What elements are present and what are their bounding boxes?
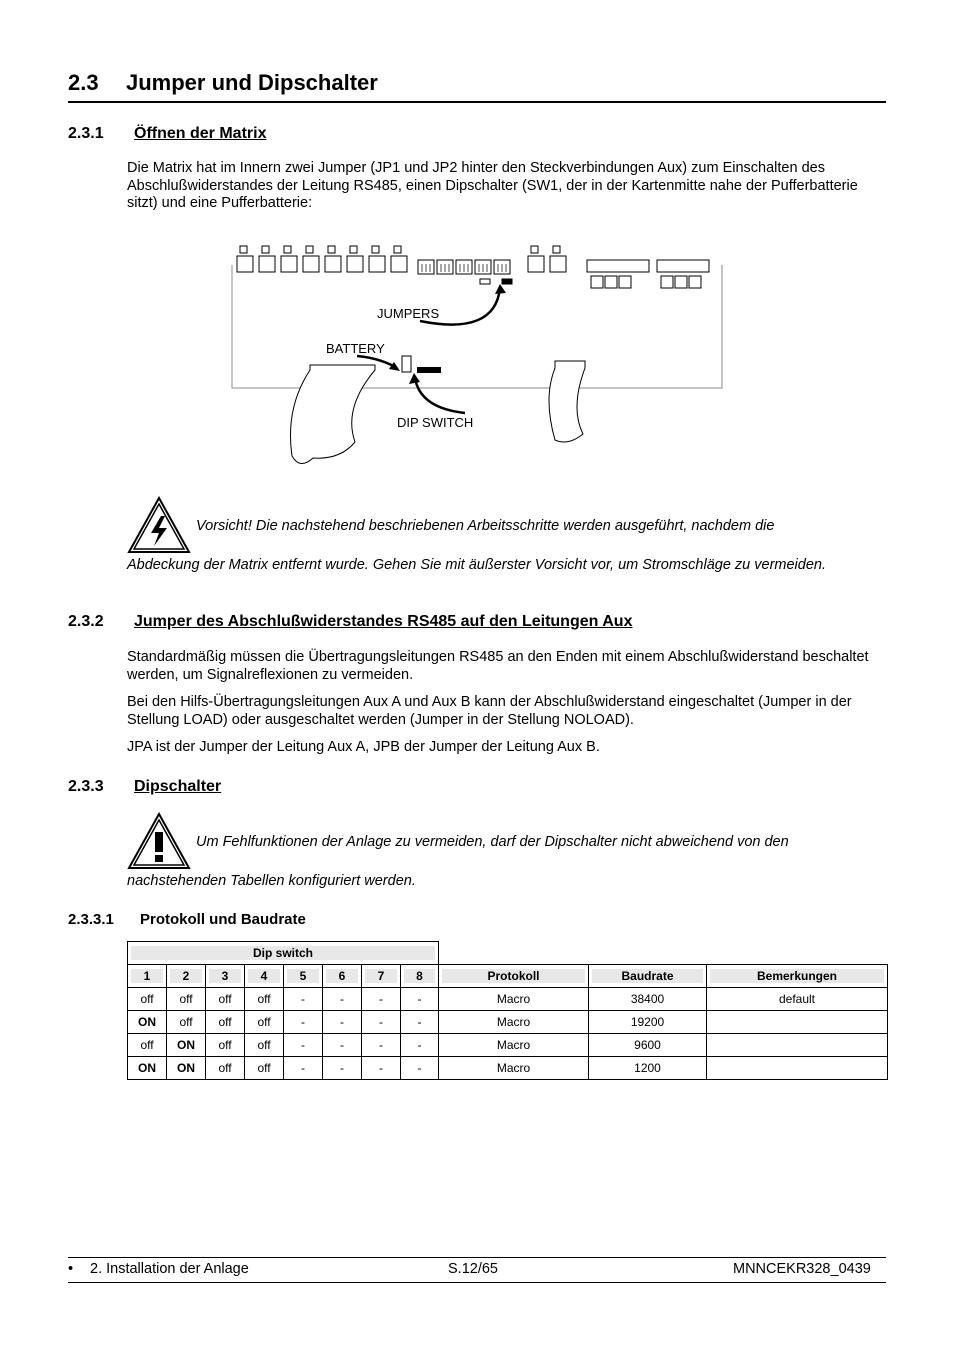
footer-bullet: • (68, 1261, 74, 1277)
section-number: 2.3 (68, 70, 99, 95)
subsection-heading-1 (68, 125, 266, 143)
table-row: off off off off - - - - Macro 38400 default (128, 988, 888, 1011)
subsection-title: Dipschalter (134, 778, 222, 795)
board-diagram (225, 238, 730, 474)
paragraph-aux: Bei den Hilfs-Übertragungsleitungen Aux A und Aux B kann der Abschlußwiderstand eingeschaltet (Jumper in der Stellung LOAD) oder ausgeschaltet werden (Jumper in der Stellung NOLOAD). (127, 694, 852, 728)
table-row: ON off off off - - - - Macro 19200 (128, 1011, 888, 1034)
subsubsection-heading (68, 911, 306, 928)
warning-1-line-1: Vorsicht! Die nachstehend beschriebenen Arbeitsschritte werden ausgeführt, nachdem die (196, 518, 775, 534)
warning-1-line-2: Abdeckung der Matrix entfernt wurde. Gehen Sie mit äußerster Vorsicht vor, um Stromschläge zu vermeiden. (127, 557, 826, 573)
subsubsection-title: Protokoll und Baudrate (140, 911, 306, 928)
heading-rule (68, 101, 886, 103)
label-jumpers: JUMPERS (377, 306, 440, 321)
subsection-title: Jumper des Abschlußwiderstandes RS485 auf den Leitungen Aux (134, 613, 633, 630)
intro-paragraph: Die Matrix hat im Innern zwei Jumper (JP1 und JP2 hinter den Steckverbindungen Aux) zum Einschalten des Abschlußwiderstandes der Leitung RS485, einen Dipschalter (SW1, der in der Kartenmitte nahe der Pufferbatterie sitzt) und eine Pufferbatterie: (127, 160, 858, 211)
paragraph-jpa-jpb: JPA ist der Jumper der Leitung Aux A, JPB der Jumper der Leitung Aux B. (127, 739, 600, 755)
table-row: ON ON off off - - - - Macro 1200 (128, 1057, 888, 1080)
connector-group (237, 256, 566, 272)
table-row: off ON off off - - - - Macro 9600 (128, 1034, 888, 1057)
paragraph-standard: Standardmäßig müssen die Übertragungsleitungen RS485 an den Enden mit einem Abschlußwiderstand beschaltet werden, um Signalreflexionen zu vermeiden. (127, 649, 869, 683)
subsection-heading-2 (68, 613, 632, 631)
footer-top-rule (68, 1257, 886, 1258)
section-title: Jumper und Dipschalter (126, 70, 378, 95)
subsubsection-number: 2.3.3.1 (68, 911, 114, 928)
high-voltage-warning-icon (127, 496, 191, 554)
warning-2-line-1: Um Fehlfunktionen der Anlage zu vermeiden, darf der Dipschalter nicht abweichend von den (196, 834, 789, 850)
caution-warning-icon (127, 812, 191, 870)
subsection-title: Öffnen der Matrix (134, 125, 267, 142)
subsection-heading-3 (68, 778, 221, 796)
dip-switch-table (127, 941, 888, 1080)
dip-switch-group-header: Dip switch (128, 942, 439, 965)
subsection-number: 2.3.1 (68, 125, 104, 142)
footer-doc-code: MNNCEKR328_0439 (733, 1261, 871, 1277)
table-header-row: 1 2 3 4 5 6 7 8 Protokoll Baudrate Bemerkungen (128, 965, 888, 988)
section-heading (68, 70, 378, 96)
footer-chapter: 2. Installation der Anlage (90, 1261, 249, 1277)
subsection-number: 2.3.3 (68, 778, 104, 795)
subsection-number: 2.3.2 (68, 613, 104, 630)
label-dip-switch: DIP SWITCH (397, 415, 474, 430)
footer-bottom-rule (68, 1282, 886, 1283)
footer-page-number: S.12/65 (448, 1261, 498, 1277)
label-battery: BATTERY (326, 341, 385, 356)
warning-2-line-2: nachstehenden Tabellen konfiguriert werden. (127, 873, 416, 889)
